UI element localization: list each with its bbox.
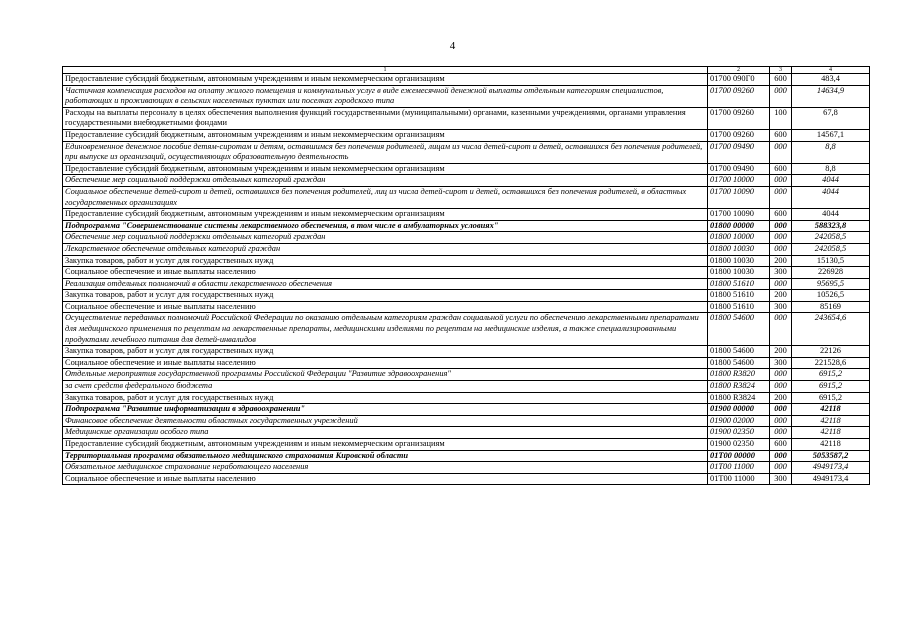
row-name-cell: Осуществление переданных полномочий Российской Федерации по оказанию отдельным категориям граждан социальной услуги по обеспечению лекарственными препаратами для медицинского применения по рецептам на лекарственные препараты, медицинскими изделиями по рецептам на медицинские изделия, а также специализированными продуктами лечебного питания для детей-инвалидов	[63, 313, 708, 346]
row-type-cell: 000	[770, 278, 792, 290]
row-name-cell: Закупка товаров, работ и услуг для государственных нужд	[63, 392, 708, 404]
row-code-cell: 01800 10030	[708, 255, 770, 267]
row-code-cell: 01800 10030	[708, 267, 770, 279]
row-code-cell: 01700 10090	[708, 209, 770, 221]
table-row	[63, 404, 870, 416]
table-row	[63, 232, 870, 244]
row-type-cell: 000	[770, 186, 792, 208]
row-type-cell: 000	[770, 243, 792, 255]
row-name-cell: Медицинские организации особого типа	[63, 427, 708, 439]
row-type-cell: 200	[770, 392, 792, 404]
row-type-cell: 000	[770, 381, 792, 393]
table-row	[63, 186, 870, 208]
row-name-cell: Подпрограмма "Развитие информатизации в здравоохранении"	[63, 404, 708, 416]
row-amount-cell: 42118	[792, 427, 870, 439]
row-type-cell: 000	[770, 232, 792, 244]
row-type-cell: 600	[770, 74, 792, 86]
table-row	[63, 255, 870, 267]
row-code-cell: 01800 00000	[708, 220, 770, 232]
row-amount-cell: 221528,6	[792, 357, 870, 369]
row-code-cell: 01800 51610	[708, 290, 770, 302]
row-name-cell: за счет средств федерального бюджета	[63, 381, 708, 393]
row-name-cell: Закупка товаров, работ и услуг для государственных нужд	[63, 346, 708, 358]
row-name-cell: Обеспечение мер социальной поддержки отдельных категорий граждан	[63, 232, 708, 244]
row-amount-cell: 8,8	[792, 163, 870, 175]
row-name-cell: Закупка товаров, работ и услуг для государственных нужд	[63, 290, 708, 302]
row-name-cell: Частичная компенсация расходов на оплату жилого помещения и коммунальных услуг в виде ежемесячной денежной выплаты отдельным категориям специалистов, работающих и проживающих в сельских населенных пунктах или поселках городского типа	[63, 85, 708, 107]
row-name-cell: Расходы на выплаты персоналу в целях обеспечения выполнения функций государственными (муниципальными) органами, казенными учреждениями, органами управления государственными внебюджетными фондами	[63, 107, 708, 129]
row-amount-cell: 6915,2	[792, 381, 870, 393]
table-row	[63, 243, 870, 255]
row-name-cell: Лекарственное обеспечение отдельных категорий граждан	[63, 243, 708, 255]
row-code-cell: 01700 09260	[708, 85, 770, 107]
row-amount-cell: 242058,5	[792, 243, 870, 255]
row-amount-cell: 42118	[792, 404, 870, 416]
row-name-cell: Территориальная программа обязательного медицинского страхования Кировской области	[63, 450, 708, 462]
row-name-cell: Единовременное денежное пособие детям-сиротам и детям, оставшимся без попечения родителей, лицам из числа детей-сирот и детей, оставшихся без попечения родителей, при выпуске из организаций, осуществляющих образовательную деятельность	[63, 141, 708, 163]
row-type-cell: 000	[770, 85, 792, 107]
row-type-cell: 000	[770, 462, 792, 474]
row-code-cell: 01700 090Г0	[708, 74, 770, 86]
row-name-cell: Предоставление субсидий бюджетным, автономным учреждениям и иным некоммерческим организациям	[63, 74, 708, 86]
row-amount-cell: 483,4	[792, 74, 870, 86]
row-type-cell: 300	[770, 357, 792, 369]
row-amount-cell: 243654,6	[792, 313, 870, 346]
row-type-cell: 300	[770, 267, 792, 279]
row-type-cell: 600	[770, 439, 792, 451]
row-amount-cell: 22126	[792, 346, 870, 358]
table-row	[63, 392, 870, 404]
row-amount-cell: 95695,5	[792, 278, 870, 290]
row-code-cell: 01800 R3824	[708, 381, 770, 393]
row-type-cell: 200	[770, 346, 792, 358]
row-name-cell: Обеспечение мер социальной поддержки отдельных категорий граждан	[63, 175, 708, 187]
budget-table	[62, 66, 870, 485]
table-row	[63, 74, 870, 86]
row-code-cell: 01800 R3824	[708, 392, 770, 404]
table-row	[63, 267, 870, 279]
table-row	[63, 357, 870, 369]
table-row	[63, 278, 870, 290]
row-name-cell: Социальное обеспечение и иные выплаты населению	[63, 301, 708, 313]
row-name-cell: Социальное обеспечение и иные выплаты населению	[63, 473, 708, 485]
row-name-cell: Предоставление субсидий бюджетным, автономным учреждениям и иным некоммерческим организациям	[63, 163, 708, 175]
row-code-cell: 01800 51610	[708, 301, 770, 313]
row-amount-cell: 14634,9	[792, 85, 870, 107]
row-name-cell: Социальное обеспечение детей-сирот и детей, оставшихся без попечения родителей, лиц из числа детей-сирот и детей, оставшихся без попечения родителей, в областных государственных организациях	[63, 186, 708, 208]
row-type-cell: 000	[770, 313, 792, 346]
row-code-cell: 01800 R3820	[708, 369, 770, 381]
row-type-cell: 000	[770, 427, 792, 439]
row-amount-cell: 10526,5	[792, 290, 870, 302]
row-code-cell: 01700 09490	[708, 141, 770, 163]
row-code-cell: 01Т00 00000	[708, 450, 770, 462]
table-row	[63, 439, 870, 451]
row-name-cell: Закупка товаров, работ и услуг для государственных нужд	[63, 255, 708, 267]
row-code-cell: 01900 00000	[708, 404, 770, 416]
row-amount-cell: 4044	[792, 175, 870, 187]
row-name-cell: Предоставление субсидий бюджетным, автономным учреждениям и иным некоммерческим организациям	[63, 129, 708, 141]
row-code-cell: 01900 02350	[708, 439, 770, 451]
row-amount-cell: 42118	[792, 439, 870, 451]
row-type-cell: 600	[770, 209, 792, 221]
row-code-cell: 01700 10000	[708, 175, 770, 187]
table-row	[63, 473, 870, 485]
table-row	[63, 85, 870, 107]
row-name-cell: Финансовое обеспечение деятельности областных государственных учреждений	[63, 415, 708, 427]
table-row	[63, 462, 870, 474]
row-amount-cell: 6915,2	[792, 369, 870, 381]
row-amount-cell: 15130,5	[792, 255, 870, 267]
row-type-cell: 200	[770, 290, 792, 302]
row-code-cell: 01800 51610	[708, 278, 770, 290]
row-amount-cell: 14567,1	[792, 129, 870, 141]
table-row	[63, 369, 870, 381]
row-type-cell: 100	[770, 107, 792, 129]
row-type-cell: 000	[770, 404, 792, 416]
row-amount-cell: 6915,2	[792, 392, 870, 404]
row-type-cell: 000	[770, 220, 792, 232]
row-type-cell: 600	[770, 163, 792, 175]
column-header-type: 3	[770, 67, 792, 74]
column-header-amount: 4	[792, 67, 870, 74]
row-name-cell: Предоставление субсидий бюджетным, автономным учреждениям и иным некоммерческим организациям	[63, 209, 708, 221]
row-code-cell: 01800 54600	[708, 357, 770, 369]
row-amount-cell: 42118	[792, 415, 870, 427]
row-type-cell: 300	[770, 301, 792, 313]
table-row	[63, 290, 870, 302]
table-row	[63, 129, 870, 141]
page-number: 4	[449, 40, 456, 52]
table-row	[63, 313, 870, 346]
table-row	[63, 209, 870, 221]
row-code-cell: 01700 09490	[708, 163, 770, 175]
row-amount-cell: 8,8	[792, 141, 870, 163]
table-row	[63, 427, 870, 439]
row-amount-cell: 4044	[792, 209, 870, 221]
row-amount-cell: 67,8	[792, 107, 870, 129]
table-row	[63, 220, 870, 232]
row-code-cell: 01900 02000	[708, 415, 770, 427]
row-code-cell: 01700 09260	[708, 129, 770, 141]
row-amount-cell: 4949173,4	[792, 473, 870, 485]
row-type-cell: 200	[770, 255, 792, 267]
table-row	[63, 381, 870, 393]
row-type-cell: 300	[770, 473, 792, 485]
column-header-name: 1	[63, 67, 708, 74]
row-code-cell: 01800 54600	[708, 346, 770, 358]
table-row	[63, 141, 870, 163]
row-code-cell: 01800 10000	[708, 232, 770, 244]
row-name-cell: Социальное обеспечение и иные выплаты населению	[63, 357, 708, 369]
table-row	[63, 163, 870, 175]
table-row	[63, 415, 870, 427]
row-code-cell: 01Т00 11000	[708, 462, 770, 474]
row-type-cell: 000	[770, 369, 792, 381]
row-code-cell: 01Т00 11000	[708, 473, 770, 485]
row-code-cell: 01700 09260	[708, 107, 770, 129]
table-row	[63, 450, 870, 462]
row-type-cell: 000	[770, 175, 792, 187]
table-row	[63, 346, 870, 358]
row-code-cell: 01700 10090	[708, 186, 770, 208]
row-name-cell: Предоставление субсидий бюджетным, автономным учреждениям и иным некоммерческим организациям	[63, 439, 708, 451]
row-type-cell: 600	[770, 129, 792, 141]
row-amount-cell: 4949173,4	[792, 462, 870, 474]
row-name-cell: Подпрограмма "Совершенствование системы лекарственного обеспечения, в том числе в амбулаторных условиях"	[63, 220, 708, 232]
row-type-cell: 000	[770, 141, 792, 163]
table-row	[63, 107, 870, 129]
row-amount-cell: 5053587,2	[792, 450, 870, 462]
row-name-cell: Социальное обеспечение и иные выплаты населению	[63, 267, 708, 279]
table-row	[63, 301, 870, 313]
row-code-cell: 01900 02350	[708, 427, 770, 439]
row-amount-cell: 242058,5	[792, 232, 870, 244]
row-code-cell: 01800 54600	[708, 313, 770, 346]
table-header-row	[63, 67, 870, 74]
row-name-cell: Реализация отдельных полномочий в области лекарственного обеспечения	[63, 278, 708, 290]
table-row	[63, 175, 870, 187]
row-amount-cell: 4044	[792, 186, 870, 208]
row-amount-cell: 85169	[792, 301, 870, 313]
row-type-cell: 000	[770, 415, 792, 427]
row-type-cell: 000	[770, 450, 792, 462]
row-amount-cell: 226928	[792, 267, 870, 279]
column-header-code: 2	[708, 67, 770, 74]
row-amount-cell: 588323,8	[792, 220, 870, 232]
row-name-cell: Обязательное медицинское страхование неработающего населения	[63, 462, 708, 474]
row-name-cell: Отдельные мероприятия государственной программы Российской Федерации "Развитие здравоохранения"	[63, 369, 708, 381]
row-code-cell: 01800 10030	[708, 243, 770, 255]
